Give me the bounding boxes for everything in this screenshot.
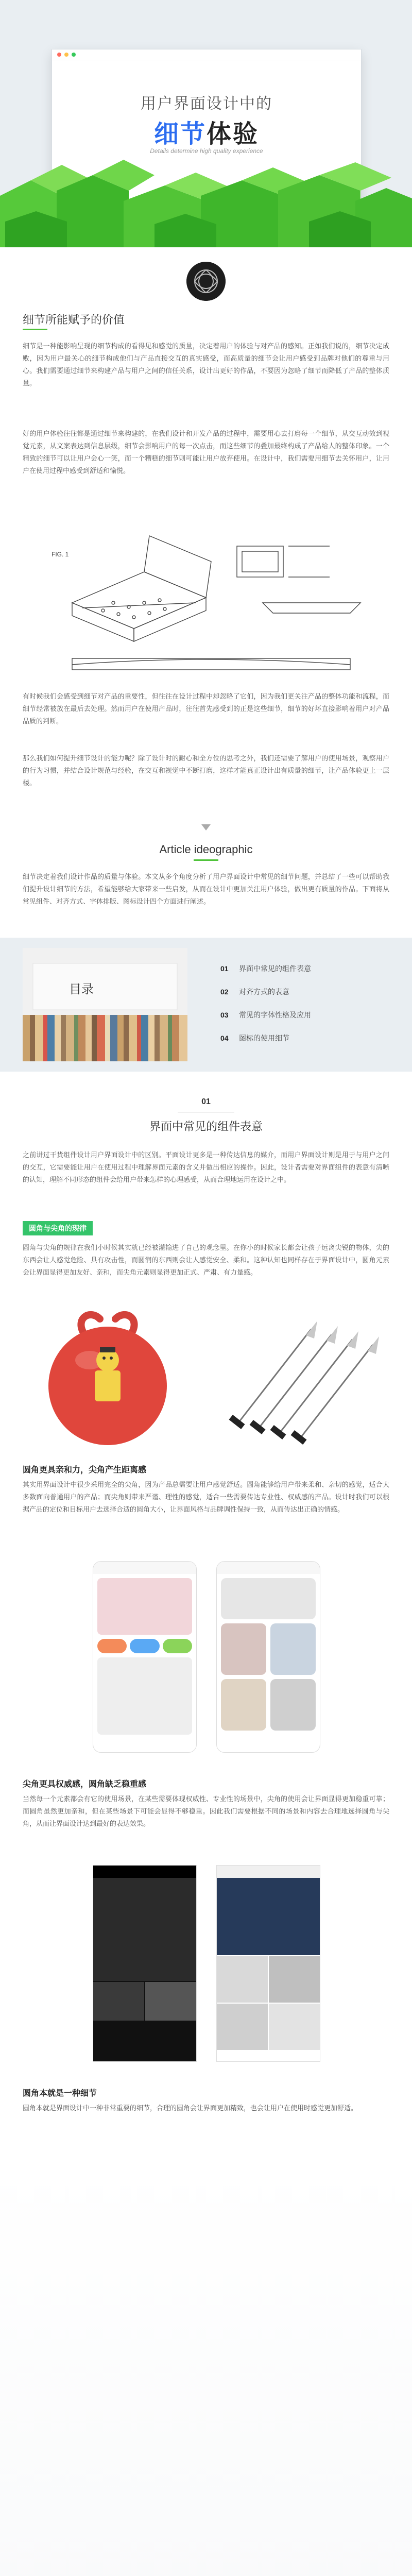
green-cubes-decoration bbox=[0, 160, 412, 247]
close-dot-icon bbox=[57, 53, 61, 57]
hero-subtitle: Details determine high quality experience bbox=[150, 147, 263, 155]
hero-title-blue: 细节 bbox=[153, 121, 207, 148]
phone-screenshot-1 bbox=[93, 1561, 197, 1753]
chapter1-number: 01 bbox=[201, 1097, 211, 1106]
section1-paragraph-1: 细节是一种能影响呈现的细节构成的看得见和感觉的质量，决定着用户的体验与对产品的感知。正如我们说的，细节决定成败，因为用户最关心的细节构成他们与产品直接交互的真实感受，而高质量的细节会让用户感受到品牌对他们的尊重与用心。我们需要通过细节来构建产品与用户之间的信任关系，设计出更好的作品，不要因为忽略了细节而降低了产品的整体质量。 bbox=[23, 342, 389, 387]
books-label: 目录 bbox=[69, 982, 94, 996]
article-underline bbox=[194, 859, 218, 861]
tag1-paragraph: 圆角与尖角的规律在我们小时候其实就已经被灌输进了自己的观念里。在你小的时候家长都会让孩子远离尖锐的物体，尖的东西会让人感觉危险、具有攻击性，而圆润的东西则会让人感觉安全、柔和。这种认知也同样存在于界面设计中，圆角元素会让界面显得更加友好、亲和，而尖角元素则显得更加正式、严肃、有力量感。 bbox=[23, 1244, 389, 1276]
tag-rounded-vs-sharp: 圆角与尖角的现律 bbox=[23, 1221, 93, 1235]
chevron-down-icon bbox=[201, 824, 211, 831]
svg-text:FIG. 1: FIG. 1 bbox=[52, 551, 69, 558]
toc-item-3[interactable]: 03 常见的字体性格及应用 bbox=[220, 1011, 311, 1019]
phone-screenshot-3 bbox=[93, 1865, 197, 2062]
chapter1-title: 界面中常见的组件表意 bbox=[149, 1120, 263, 1133]
phone-screenshot-4 bbox=[216, 1865, 320, 2062]
box-patent-illustration bbox=[41, 526, 371, 680]
hero-title-line1: 用户界面设计中的 bbox=[141, 95, 272, 112]
hero-title-dark: 体验 bbox=[207, 121, 260, 148]
heading-sharp-authority: 尖角更具权威感，圆角缺乏稳重感 bbox=[23, 1780, 147, 1789]
maximize-dot-icon bbox=[72, 53, 76, 57]
article-intro: 细节决定着我们设计作品的质量与体验。本文从多个角度分析了用户界面设计中常见的细节问题，并总结了一些可以帮助我们提升设计细节的方法，希望能够给大家带来一些启发，从而在设计中更加关注用户体验，做出更有质量的作品。下面将从常见组件、对齐方式、字体排版、图标设计四个方面进行阐述。 bbox=[23, 873, 389, 905]
pattern-icon bbox=[186, 262, 226, 301]
article-toc-band bbox=[0, 938, 412, 1072]
heading3-paragraph: 当然每一个元素都会有它的使用场景，在某些需要体现权威性、专业性的场景中，尖角的使用会让界面显得更加稳重可靠；而圆角虽然更加亲和，但在某些场景下可能会显得不够稳重。因此我们需要根据不同的场景和内容去合理地选择圆角与尖角，从而让界面设计达到最好的表达效果。 bbox=[23, 1795, 389, 1827]
minimize-dot-icon bbox=[64, 53, 68, 57]
toc-item-4[interactable]: 04 图标的使用细节 bbox=[220, 1034, 289, 1042]
hero-title-line2 bbox=[52, 114, 361, 149]
article-title: Article ideographic bbox=[159, 843, 253, 856]
hero-banner bbox=[0, 0, 412, 247]
chapter1-intro: 之前讲过干货组件设计用户界面设计中的区别。平面设计更多是一种传达信息的媒介，而用户界面设计则是用于与用户之间的交互，它需要能让用户在使用过程中理解界面元素的含义并做出相应的操作。因此，设计者需要对界面组件的表意有清晰的认知，理解不同形态的组件会给用户带来怎样的心理感受，从而合理地运用在设计之中。 bbox=[23, 1151, 389, 1183]
heading-rounded-friendly: 圆角更具亲和力，尖角产生距离感 bbox=[23, 1466, 147, 1475]
toc-item-1[interactable]: 01 界面中常见的组件表意 bbox=[220, 964, 311, 973]
section1-paragraph-4: 那么我们如何提升细节设计的能力呢？除了设计时的耐心和全方位的思考之外，我们还需要了解用户的使用场景，观察用户的行为习惯，并结合设计规范与经验，在交互和视觉中不断打磨，这样才能真正设计出有质量的细节，让产品体验更上一层楼。 bbox=[23, 754, 389, 787]
phone-screenshot-2 bbox=[216, 1561, 320, 1753]
section1-title: 细节所能赋予的价值 bbox=[23, 313, 125, 326]
books-photo bbox=[23, 948, 187, 1061]
books-image bbox=[23, 948, 187, 1061]
heading4-paragraph: 圆角本就是界面设计中一种非常重要的细节，合理的圆角会让界面更加精致，也会让用户在使用时感觉更加舒适。 bbox=[23, 2104, 358, 2112]
page-bottom-fill bbox=[0, 2164, 412, 2576]
heading2-paragraph: 其实用界面设计中很少采用完全的尖角，因为产品总需要让用户感觉舒适。圆角能够给用户带来柔和、亲切的感觉，适合大多数面向普通用户的产品；而尖角则带来严谨、理性的感觉，适合一些需要传达专业性、权威感的产品。设计时我们可以根据产品的定位和目标用户去选择合适的圆角大小，让界面风格与品牌调性保持一致，从而传达出正确的情感。 bbox=[23, 1481, 389, 1513]
section-avatar bbox=[186, 262, 226, 301]
section1-paragraph-3: 有时候我们会感受到细节对产品的重要性，但往往在设计过程中却忽略了它们，因为我们更关注产品的整体功能和流程，而细节经常被放在最后去处理。然而用户在使用产品时，往往首先感受到的正是这些细节，细节的好坏直接影响着用户对产品品质的判断。 bbox=[23, 692, 389, 725]
window-titlebar bbox=[52, 49, 361, 60]
section1-paragraph-2: 好的用户体验往往都是通过细节来构建的，在我们设计和开发产品的过程中，需要用心去打磨每一个细节，从交互动效到视觉元素，从文案表达到信息层级，细节会影响用户的每一次点击，而这些细节的叠加最终构成了产品给人的整体印象。一个精致的细节可以让用户会心一笑，而一个糟糕的细节则可能让用户放弃使用。在设计中，我们需要用细节去关怀用户，让用户在使用过程中感受到舒适和愉悦。 bbox=[23, 430, 389, 474]
heading-rounded-detail: 圆角本就是一种细节 bbox=[23, 2089, 97, 2098]
section1-underline bbox=[23, 329, 47, 330]
toc-item-2[interactable]: 02 对齐方式的表意 bbox=[220, 988, 289, 996]
ball-and-knives-illustration bbox=[23, 1298, 389, 1453]
